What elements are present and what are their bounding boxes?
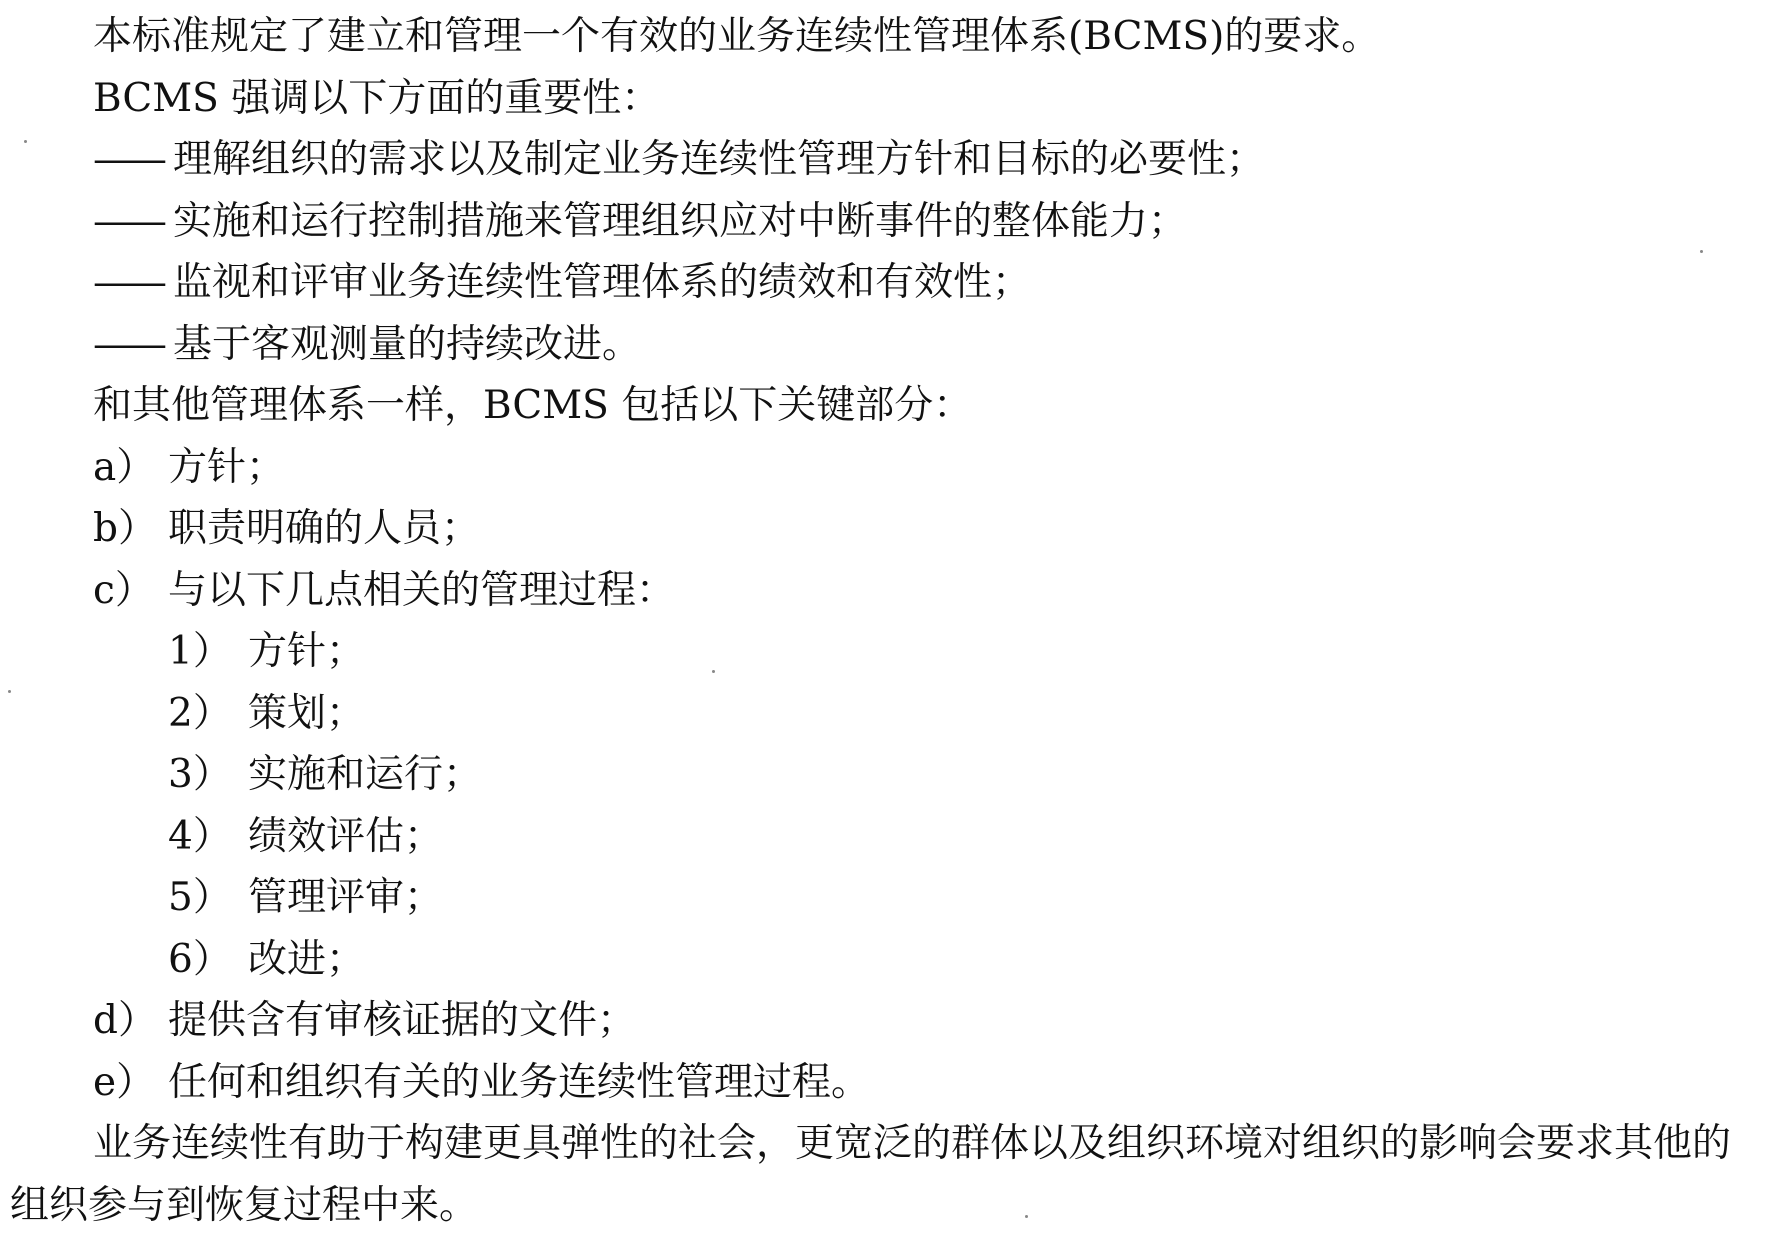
- scan-speck: [1025, 1215, 1028, 1218]
- numbered-list-item: [0, 867, 1785, 929]
- numbered-item-text: 绩效评估；: [248, 813, 444, 859]
- closing-paragraph-line: 业务连续性有助于构建更具弹性的社会，更宽泛的群体以及组织环境对组织的影响会要求其他的: [93, 1121, 1732, 1166]
- closing-paragraph-line: 组织参与到恢复过程中来。: [10, 1182, 479, 1228]
- number-label: 1）: [168, 629, 232, 674]
- scan-speck: [24, 140, 27, 143]
- number-label: 4）: [168, 813, 232, 859]
- dash-marker: ——: [93, 260, 163, 305]
- alpha-label: b）: [93, 506, 157, 551]
- alpha-label: c）: [93, 567, 154, 613]
- numbered-list-item: [0, 621, 1785, 683]
- number-label: 2）: [168, 690, 232, 736]
- alpha-label: a）: [93, 444, 156, 490]
- scan-speck: [712, 670, 715, 673]
- scan-speck: [1700, 250, 1703, 253]
- numbered-list-item: [0, 929, 1785, 991]
- numbered-list-item: [0, 744, 1785, 806]
- dash-list-item: [0, 252, 1785, 314]
- alpha-list-item: [0, 1052, 1785, 1114]
- emphasis-heading: BCMS 强调以下方面的重要性：: [93, 75, 661, 121]
- number-label: 6）: [168, 936, 232, 982]
- components-intro-paragraph: 和其他管理体系一样，BCMS 包括以下关键部分：: [93, 383, 973, 428]
- numbered-item-text: 管理评审；: [248, 875, 444, 920]
- dash-item-text: 理解组织的需求以及制定业务连续性管理方针和目标的必要性；: [173, 137, 1266, 182]
- dash-marker: ——: [93, 198, 163, 244]
- alpha-list-item: [0, 437, 1785, 499]
- intro-paragraph: 本标准规定了建立和管理一个有效的业务连续性管理体系(BCMS)的要求。: [93, 14, 1381, 59]
- document-page: [0, 6, 1785, 1236]
- numbered-list-item: [0, 806, 1785, 868]
- alpha-item-text: 提供含有审核证据的文件；: [168, 998, 637, 1043]
- dash-item-text: 基于客观测量的持续改进。: [173, 321, 642, 367]
- dash-item-text: 监视和评审业务连续性管理体系的绩效和有效性；: [173, 260, 1032, 305]
- dash-list-item: [0, 129, 1785, 191]
- alpha-item-text: 任何和组织有关的业务连续性管理过程。: [168, 1059, 871, 1105]
- dash-marker: ——: [93, 137, 163, 182]
- numbered-list-item: [0, 683, 1785, 745]
- dash-item-text: 实施和运行控制措施来管理组织应对中断事件的整体能力；: [173, 198, 1188, 244]
- dash-list-item: [0, 191, 1785, 253]
- numbered-item-text: 改进；: [248, 936, 366, 982]
- number-label: 5）: [168, 875, 232, 920]
- alpha-item-text: 职责明确的人员；: [168, 506, 481, 551]
- alpha-label: d）: [93, 998, 157, 1043]
- alpha-list-item: [0, 498, 1785, 560]
- numbered-item-text: 策划；: [248, 690, 366, 736]
- alpha-item-text: 与以下几点相关的管理过程：: [168, 567, 676, 613]
- scan-speck: [8, 690, 11, 693]
- dash-list-item: [0, 314, 1785, 376]
- alpha-item-text: 方针；: [168, 444, 286, 490]
- alpha-label: e）: [93, 1059, 156, 1105]
- number-label: 3）: [168, 752, 232, 797]
- numbered-item-text: 方针；: [248, 629, 366, 674]
- numbered-item-text: 实施和运行；: [248, 752, 483, 797]
- alpha-list-item: [0, 560, 1785, 622]
- dash-marker: ——: [93, 321, 163, 367]
- alpha-list-item: [0, 990, 1785, 1052]
